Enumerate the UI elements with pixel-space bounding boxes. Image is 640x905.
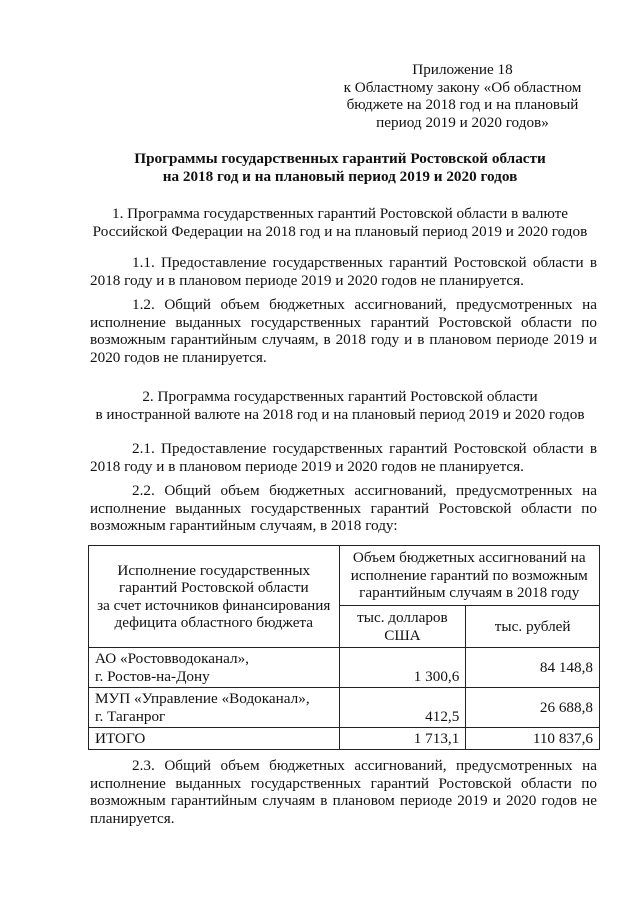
appendix-line-2: к Областному закону «Об областном [343, 78, 582, 96]
section-2-heading-line-1: 2. Программа государственных гарантий Ростовской области [142, 388, 538, 405]
row-usd: 412,5 [339, 688, 466, 728]
paragraph-1-1: 1.1. Предоставление государственных гарантий Ростовской области в 2018 году и в плановом периоде 2019 и 2020 годов не планируется. [90, 254, 597, 289]
appendix-note [330, 61, 595, 131]
header-rub: тыс. рублей [466, 606, 600, 648]
appendix-line-4: период 2019 и 2020 годов» [376, 113, 549, 131]
paragraph-2-1: 2.1. Предоставление государственных гарантий Ростовской области в 2018 году и в плановом периоде 2019 и 2020 годов не планируется. [90, 440, 597, 475]
total-usd: 1 713,1 [339, 728, 466, 750]
row-usd: 1 300,6 [339, 648, 466, 688]
guarantees-table [88, 545, 600, 750]
row-name: МУП «Управление «Водоканал», г. Таганрог [89, 688, 340, 728]
row-name: АО «Ростовводоканал», г. Ростов-на-Дону [89, 648, 340, 688]
table-header-row [89, 546, 600, 606]
section-1-heading [30, 205, 640, 240]
section-1-heading-line-1: 1. Программа государственных гарантий Ростовской области в валюте [111, 205, 569, 222]
table-total-row [89, 728, 600, 750]
row-rub: 84 148,8 [466, 648, 600, 688]
section-2-heading [30, 388, 640, 423]
paragraph-2-2: 2.2. Общий объем бюджетных ассигнований, предусмотренных на исполнение выданных государственных гарантий Ростовской области по возможным гарантийным случаям, в 2018 году: [90, 482, 597, 534]
title-line-2: на 2018 год и на плановый период 2019 и 2020 годов [162, 167, 518, 185]
table-row [89, 648, 600, 688]
table-row [89, 688, 600, 728]
document-title [40, 150, 640, 185]
header-budget-volume: Объем бюджетных ассигнований на исполнение гарантий по возможным гарантийным случаям в 2018 году [339, 546, 599, 606]
row-rub: 26 688,8 [466, 688, 600, 728]
paragraph-2-3: 2.3. Общий объем бюджетных ассигнований, предусмотренных на исполнение выданных государственных гарантий Ростовской области по возможным гарантийным случаям в плановом периоде 2019 и 2020 годов не планируется. [90, 757, 597, 827]
section-2-heading-line-2: в иностранной валюте на 2018 год и на плановый период 2019 и 2020 годов [95, 405, 585, 423]
title-line-1: Программы государственных гарантий Ростовской области [134, 150, 546, 167]
appendix-line-1: Приложение 18 [412, 61, 513, 78]
section-1-heading-line-2: Российской Федерации на 2018 год и на плановый период 2019 и 2020 годов [92, 222, 588, 240]
total-label: ИТОГО [89, 728, 340, 750]
total-rub: 110 837,6 [466, 728, 600, 750]
header-guarantee-source: Исполнение государственных гарантий Ростовской области за счет источников финансирования дефицита областного бюджета [89, 546, 340, 648]
appendix-line-3: бюджете на 2018 год и на плановый [346, 96, 579, 113]
header-usd: тыс. долларов США [339, 606, 466, 648]
paragraph-1-2: 1.2. Общий объем бюджетных ассигнований, предусмотренных на исполнение выданных государственных гарантий Ростовской области по возможным гарантийным случаям, в 2018 году и в плановом периоде 2019 и 2020 годов не планируется. [90, 296, 597, 366]
